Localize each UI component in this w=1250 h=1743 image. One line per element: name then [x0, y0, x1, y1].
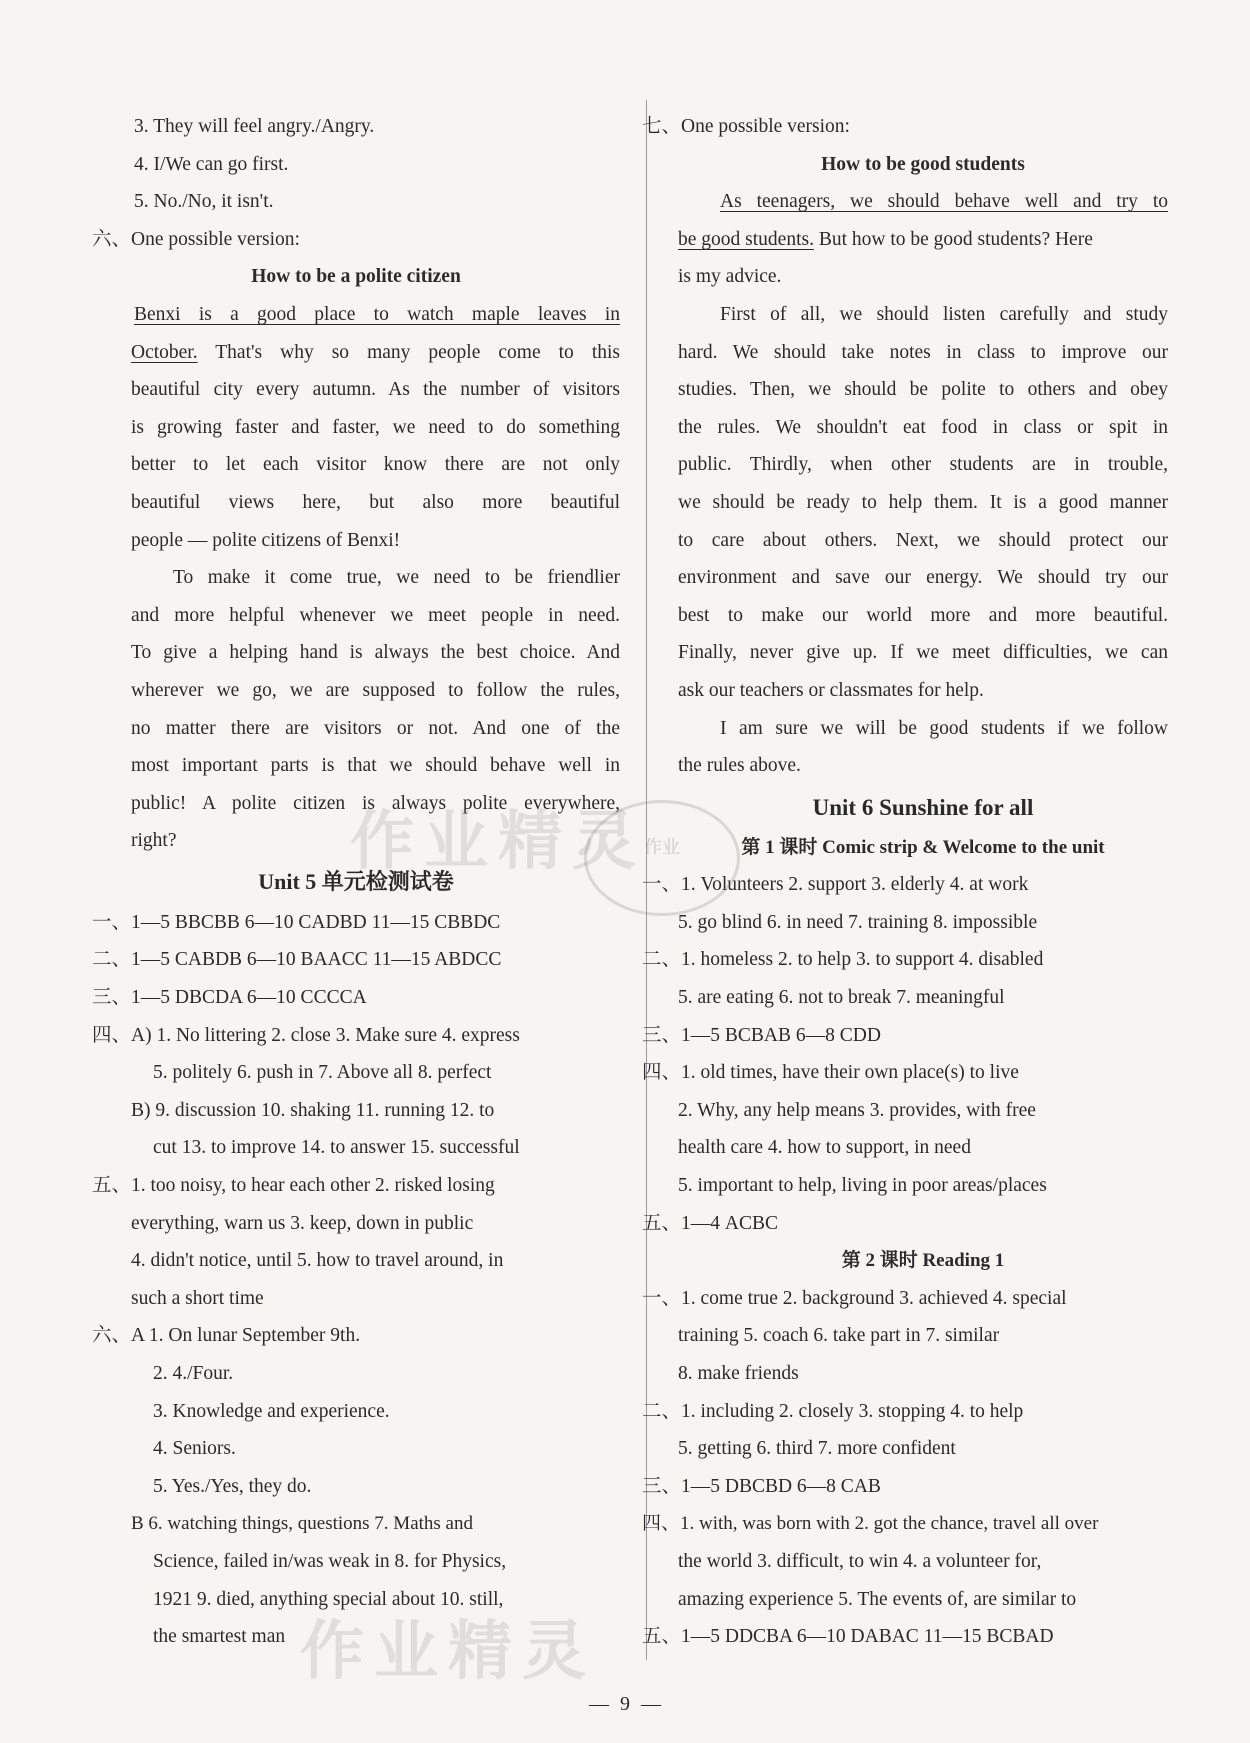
- essay-title: How to be a polite citizen: [251, 266, 461, 288]
- page-number: — 9 —: [589, 1693, 661, 1715]
- answer-line: amazing experience 5. The events of, are similar to: [678, 1588, 1077, 1610]
- essay-line: is growing faster and faster, we need to do something: [131, 416, 620, 438]
- essay-line: October. That's why so many people come to this: [131, 341, 620, 363]
- watermark: 作业精灵: [350, 805, 646, 879]
- essay-line: environment and save our energy. We should try our: [678, 567, 1168, 589]
- answer-line: 5. are eating 6. not to break 7. meaningful: [678, 987, 1005, 1009]
- unit6-title: Unit 6 Sunshine for all: [812, 794, 1034, 820]
- essay-line: beautiful city every autumn. As the number of visitors: [131, 379, 620, 401]
- essay-line: be good students. But how to be good students? Here: [678, 228, 1093, 250]
- answer-line: 二、1—5 CABDB 6—10 BAACC 11—15 ABDCC: [92, 949, 502, 971]
- section-heading: 七、One possible version:: [642, 116, 850, 137]
- essay-line: is my advice.: [678, 266, 782, 288]
- answer-line: 4. didn't notice, until 5. how to travel around, in: [131, 1250, 504, 1272]
- answer-line: 5. politely 6. push in 7. Above all 8. perfect: [153, 1062, 492, 1084]
- answer-line: 8. make friends: [678, 1363, 799, 1384]
- answer-line: B 6. watching things, questions 7. Maths and: [131, 1513, 473, 1535]
- essay-line: public. Thirdly, when other students are in trouble,: [678, 454, 1168, 476]
- essay-line: the rules above.: [678, 755, 801, 777]
- section-heading: 六、One possible version:: [92, 228, 300, 250]
- essay-line: most important parts is that we should behave well in: [131, 755, 620, 777]
- answer-line: cut 13. to improve 14. to answer 15. successful: [153, 1137, 520, 1159]
- lesson-title: 第 2 课时 Reading 1: [841, 1250, 1005, 1272]
- answer-line: 二、1. homeless 2. to help 3. to support 4. disabled: [642, 949, 1044, 971]
- answer-line: B) 9. discussion 10. shaking 11. running 12. to: [131, 1099, 495, 1121]
- answer-line: 一、1. Volunteers 2. support 3. elderly 4. at work: [642, 874, 1029, 896]
- answer-line: 三、1—5 BCBAB 6—8 CDD: [642, 1024, 881, 1046]
- essay-line: As teenagers, we should behave well and try to: [720, 191, 1168, 213]
- essay-line: beautiful views here, but also more beautiful: [131, 491, 620, 513]
- essay-line: and more helpful whenever we meet people in need.: [131, 604, 620, 626]
- answer-line: Science, failed in/was weak in 8. for Physics,: [153, 1550, 507, 1572]
- answer-line: 六、A 1. On lunar September 9th.: [92, 1325, 361, 1347]
- answer-line: everything, warn us 3. keep, down in public: [131, 1212, 474, 1234]
- essay-line: we should be ready to help them. It is a good manner: [678, 491, 1168, 513]
- watermark: 作业精灵: [300, 1615, 596, 1689]
- answer-line: 5. Yes./Yes, they do.: [153, 1475, 312, 1497]
- underlined-text: be good students.: [678, 228, 814, 250]
- answer-line: 4. I/We can go first.: [134, 153, 289, 175]
- answer-line: 3. They will feel angry./Angry.: [134, 116, 375, 137]
- answer-line: 四、1. with, was born with 2. got the chance, travel all over: [642, 1513, 1099, 1535]
- answer-line: 5. getting 6. third 7. more confident: [678, 1438, 956, 1460]
- answer-line: 5. No./No, it isn't.: [134, 191, 274, 213]
- lesson-title: 第 1 课时 Comic strip & Welcome to the unit: [741, 836, 1105, 858]
- answer-line: 三、1—5 DBCDA 6—10 CCCCA: [92, 987, 367, 1009]
- answer-line: 2. 4./Four.: [153, 1363, 234, 1384]
- essay-line: right?: [131, 830, 177, 852]
- answer-line: 一、1. come true 2. background 3. achieved 4. special: [642, 1287, 1067, 1309]
- answer-line: 五、1—4 ACBC: [642, 1212, 778, 1234]
- watermark-seal: 作业: [584, 800, 740, 916]
- answer-line: 五、1. too noisy, to hear each other 2. risked losing: [92, 1175, 495, 1197]
- essay-line: To make it come true, we need to be friendlier: [173, 567, 620, 589]
- answer-line: 5. go blind 6. in need 7. training 8. impossible: [678, 911, 1038, 933]
- essay-line: Finally, never give up. If we meet difficulties, we can: [678, 642, 1168, 664]
- unit5-title: Unit 5 单元检测试卷: [258, 868, 454, 894]
- answer-line: 三、1—5 DBCBD 6—8 CAB: [642, 1475, 881, 1497]
- answer-line: 一、1—5 BBCBB 6—10 CADBD 11—15 CBBDC: [92, 911, 501, 933]
- answer-line: 5. important to help, living in poor areas/places: [678, 1175, 1047, 1197]
- essay-line: better to let each visitor know there are not only: [131, 454, 620, 476]
- essay-line: the rules. We shouldn't eat food in class or spit in: [678, 416, 1168, 438]
- answer-line: 五、1—5 DDCBA 6—10 DABAC 11—15 BCBAD: [642, 1626, 1054, 1648]
- essay-line: studies. Then, we should be polite to others and obey: [678, 379, 1168, 401]
- essay-line: ask our teachers or classmates for help.: [678, 679, 984, 701]
- underlined-text: October.: [131, 341, 198, 363]
- answer-line: 四、1. old times, have their own place(s) to live: [642, 1062, 1019, 1084]
- answer-line: such a short time: [131, 1287, 264, 1309]
- essay-line: public! A polite citizen is always polite everywhere,: [131, 792, 620, 814]
- answer-line: 二、1. including 2. closely 3. stopping 4. to help: [642, 1400, 1024, 1422]
- answer-line: 2. Why, any help means 3. provides, with free: [678, 1099, 1036, 1121]
- essay-line: Benxi is a good place to watch maple leaves in: [134, 303, 620, 325]
- essay-line: wherever we go, we are supposed to follow the rules,: [131, 679, 620, 701]
- essay-line: no matter there are visitors or not. And one of the: [131, 717, 620, 739]
- essay-line: First of all, we should listen carefully and study: [720, 303, 1168, 325]
- answer-line: 1921 9. died, anything special about 10. still,: [153, 1588, 504, 1610]
- essay-line: hard. We should take notes in class to improve our: [678, 341, 1168, 363]
- answer-line: 四、A) 1. No littering 2. close 3. Make sure 4. express: [92, 1024, 520, 1046]
- answer-line: 4. Seniors.: [153, 1438, 236, 1460]
- essay-line: best to make our world more and more beautiful.: [678, 604, 1168, 626]
- answer-line: health care 4. how to support, in need: [678, 1137, 971, 1159]
- essay-line: I am sure we will be good students if we follow: [720, 717, 1168, 739]
- essay-line: To give a helping hand is always the best choice. And: [131, 642, 620, 664]
- answer-line: training 5. coach 6. take part in 7. similar: [678, 1325, 1000, 1347]
- answer-line: the smartest man: [153, 1626, 286, 1648]
- answer-line: 3. Knowledge and experience.: [153, 1400, 390, 1422]
- answer-line: the world 3. difficult, to win 4. a volunteer for,: [678, 1550, 1042, 1572]
- essay-title: How to be good students: [821, 153, 1025, 175]
- essay-line: people — polite citizens of Benxi!: [131, 529, 401, 551]
- essay-line: to care about others. Next, we should protect our: [678, 529, 1168, 551]
